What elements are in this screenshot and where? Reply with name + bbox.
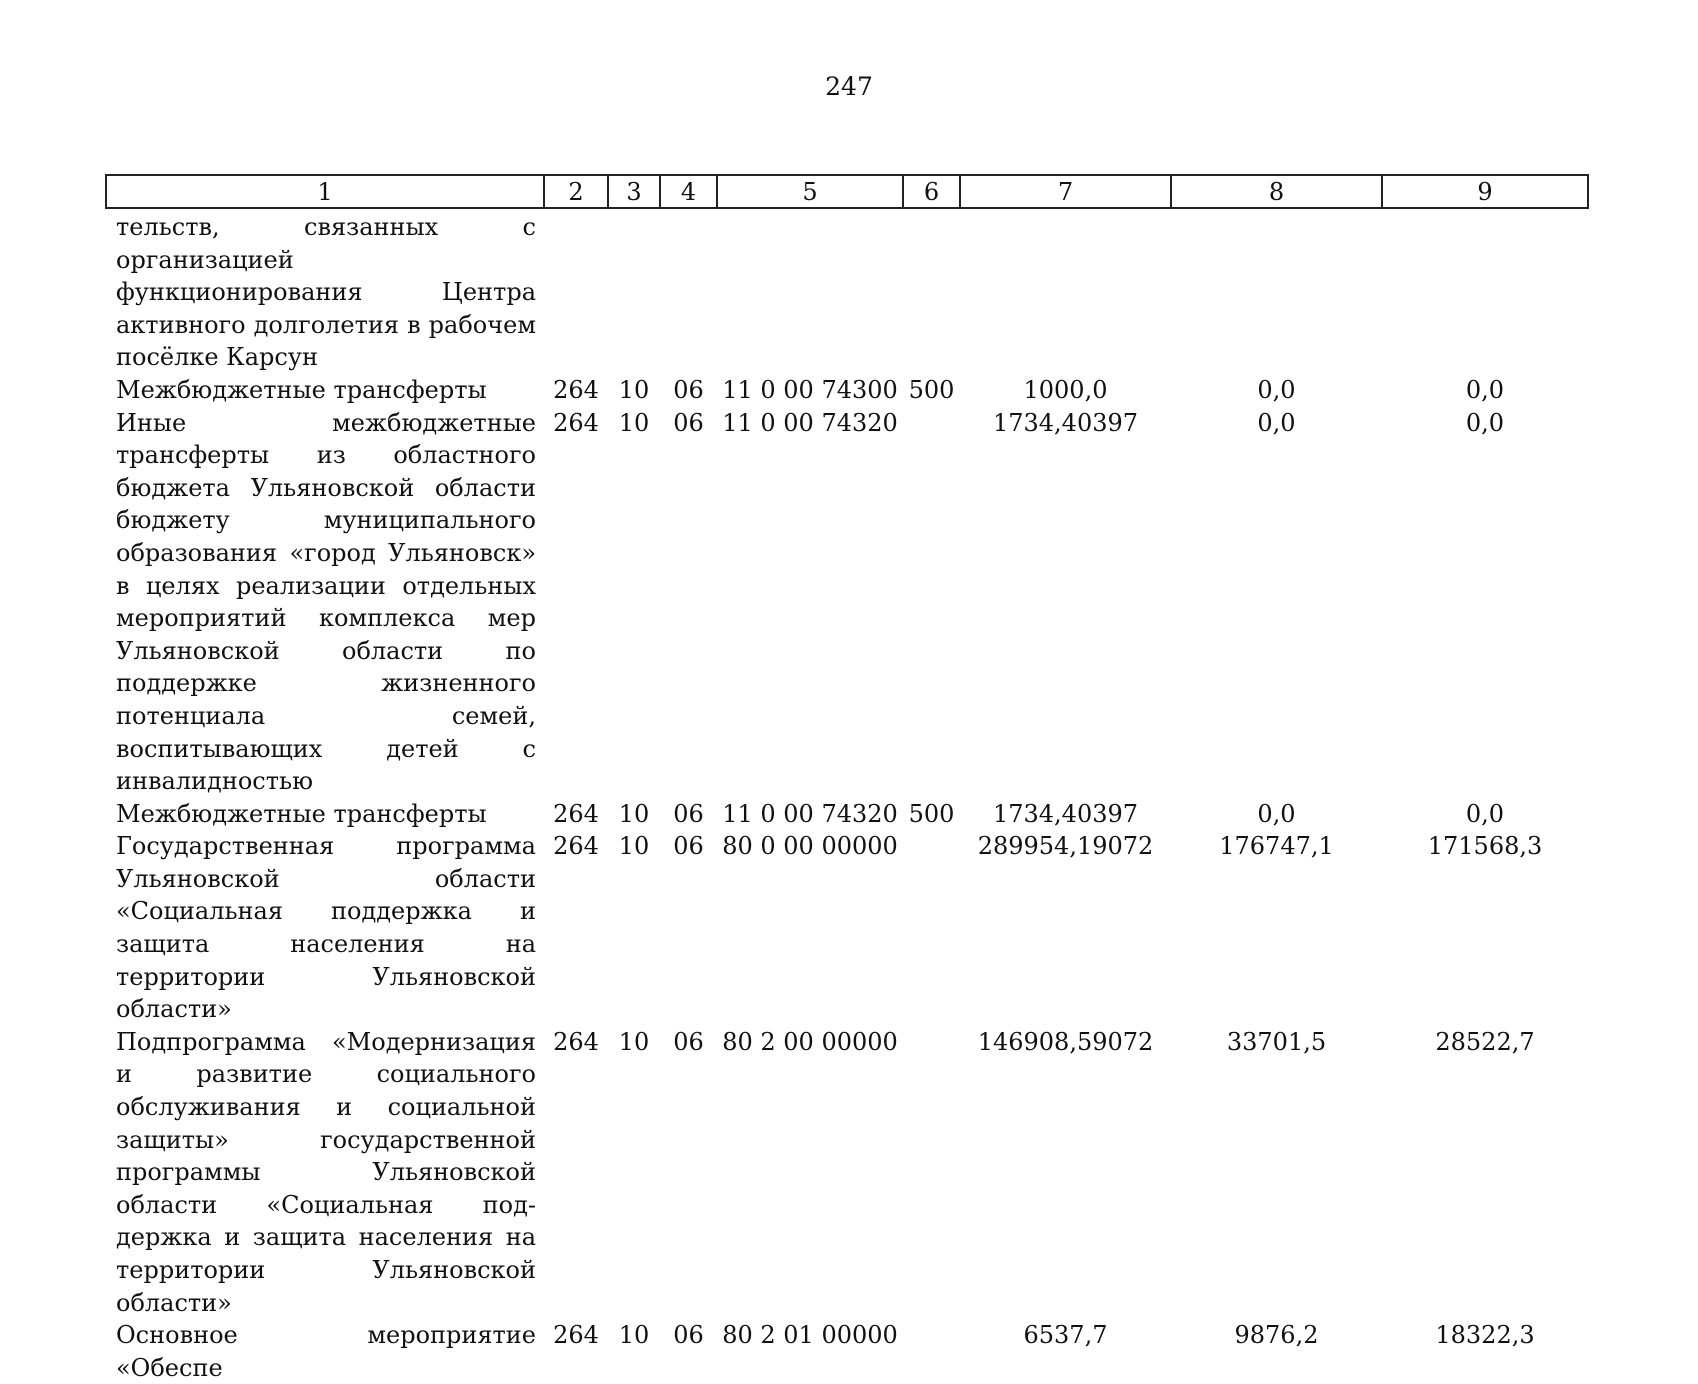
- cell-expense-type: [903, 830, 960, 1026]
- cell-amount-9: 171568,3: [1427, 832, 1543, 861]
- cell-expense-type: [903, 1319, 960, 1384]
- cell-subsection: 06: [673, 408, 704, 437]
- cell-expense-type: 500: [908, 799, 955, 828]
- cell-amount-7: 289954,19072: [977, 832, 1154, 861]
- cell-target-article: 80 2 01 00000: [722, 1321, 898, 1350]
- column-header: 4: [660, 175, 717, 208]
- column-header: 5: [717, 175, 903, 208]
- cell-amount-8: 176747,1: [1219, 832, 1334, 861]
- cell-section: 10: [618, 375, 650, 404]
- cell-expense-type: 500: [908, 375, 955, 404]
- cell-target-article: [717, 208, 903, 374]
- cell-amount-9: 0,0: [1465, 375, 1505, 404]
- cell-subsection: 06: [673, 1027, 704, 1056]
- cell-amount-7: 146908,59072: [977, 1027, 1154, 1056]
- cell-amount-8: [1171, 208, 1382, 374]
- budget-table: [105, 174, 1589, 1384]
- table-row: [106, 208, 1588, 374]
- cell-amount-9: 28522,7: [1435, 1027, 1535, 1056]
- cell-target-article: 11 0 00 74320: [722, 408, 898, 437]
- cell-subsection: 06: [673, 375, 704, 404]
- cell-expense-type: [903, 208, 960, 374]
- row-name-cell: Государственная программа Ульяновской области «Социальная поддержка и защита населения на территории Ульяновской области»: [116, 832, 536, 1024]
- row-name-cell: Основное мероприятие «Обеспе: [116, 1321, 536, 1382]
- cell-subsection: 06: [673, 799, 704, 828]
- cell-section: 10: [618, 832, 650, 861]
- row-name-cell: Подпрограмма «Модернизация и развитие социального обслуживания и социальной защиты» государственной программы Ульяновской области «Социальная поддержка и защита населения на территории Ульяновской области»: [116, 1027, 536, 1317]
- table-header-row: [106, 175, 1588, 208]
- cell-amount-7: 1000,0: [1023, 375, 1108, 404]
- cell-amount-7: 1734,40397: [992, 799, 1139, 828]
- cell-subsection: 06: [673, 1321, 704, 1350]
- table-row: [106, 1026, 1588, 1319]
- row-name-cell: Межбюджетные трансферты: [116, 799, 487, 828]
- page-number: 247: [825, 72, 873, 101]
- cell-amount-9: [1382, 208, 1588, 374]
- cell-amount-9: 0,0: [1465, 408, 1505, 437]
- cell-amount-8: 0,0: [1257, 799, 1296, 828]
- table-row: [106, 830, 1588, 1026]
- cell-amount-8: 0,0: [1257, 408, 1296, 437]
- cell-amount-8: 9876,2: [1234, 1321, 1319, 1350]
- table-row: [106, 407, 1588, 798]
- cell-section: 10: [618, 799, 650, 828]
- row-name-cell: тельств, связанных с организацией функционирования Центра активного долголетия в рабочем посёлке Карсун: [116, 213, 536, 372]
- table-row: [106, 374, 1588, 407]
- cell-ministry: 264: [553, 1027, 599, 1056]
- cell-subsection: [660, 208, 717, 374]
- column-header: 6: [903, 175, 960, 208]
- cell-section: 10: [618, 1027, 650, 1056]
- cell-section: [608, 208, 660, 374]
- table-row: [106, 1319, 1588, 1384]
- cell-amount-9: 18322,3: [1435, 1321, 1535, 1350]
- cell-ministry: 264: [553, 799, 599, 828]
- cell-target-article: 80 2 00 00000: [722, 1027, 898, 1056]
- cell-amount-7: 1734,40397: [992, 408, 1139, 437]
- cell-amount-8: 33701,5: [1226, 1027, 1327, 1056]
- cell-ministry: 264: [553, 832, 599, 861]
- cell-ministry: [544, 208, 608, 374]
- cell-amount-9: 0,0: [1465, 799, 1505, 828]
- cell-section: 10: [618, 1321, 650, 1350]
- table-row: [106, 798, 1588, 831]
- cell-ministry: 264: [553, 375, 599, 404]
- cell-target-article: 80 0 00 00000: [722, 832, 898, 861]
- cell-amount-7: 6537,7: [1023, 1321, 1108, 1350]
- row-name-cell: Межбюджетные трансферты: [116, 375, 487, 404]
- cell-ministry: 264: [553, 408, 599, 437]
- column-header: 7: [960, 175, 1171, 208]
- cell-amount-7: [960, 208, 1171, 374]
- cell-expense-type: [903, 1026, 960, 1319]
- cell-amount-8: 0,0: [1257, 375, 1296, 404]
- cell-target-article: 11 0 00 74300: [722, 375, 898, 404]
- cell-expense-type: [903, 407, 960, 798]
- cell-ministry: 264: [553, 1321, 599, 1350]
- column-header: 1: [106, 175, 544, 208]
- cell-target-article: 11 0 00 74320: [722, 799, 898, 828]
- column-header: 3: [608, 175, 660, 208]
- column-header: 9: [1382, 175, 1588, 208]
- cell-subsection: 06: [673, 832, 704, 861]
- column-header: 8: [1171, 175, 1382, 208]
- cell-section: 10: [618, 408, 650, 437]
- column-header: 2: [544, 175, 608, 208]
- row-name-cell: Иные межбюджетные трансферты из областного бюджета Ульяновской области бюджету муниципального образования «город Ульяновск» в целях реализации отдельных мероприятий комплекса мер Ульяновской области по поддержке жизненного потенциала семей, воспитывающих детей с инвалидностью: [116, 408, 536, 796]
